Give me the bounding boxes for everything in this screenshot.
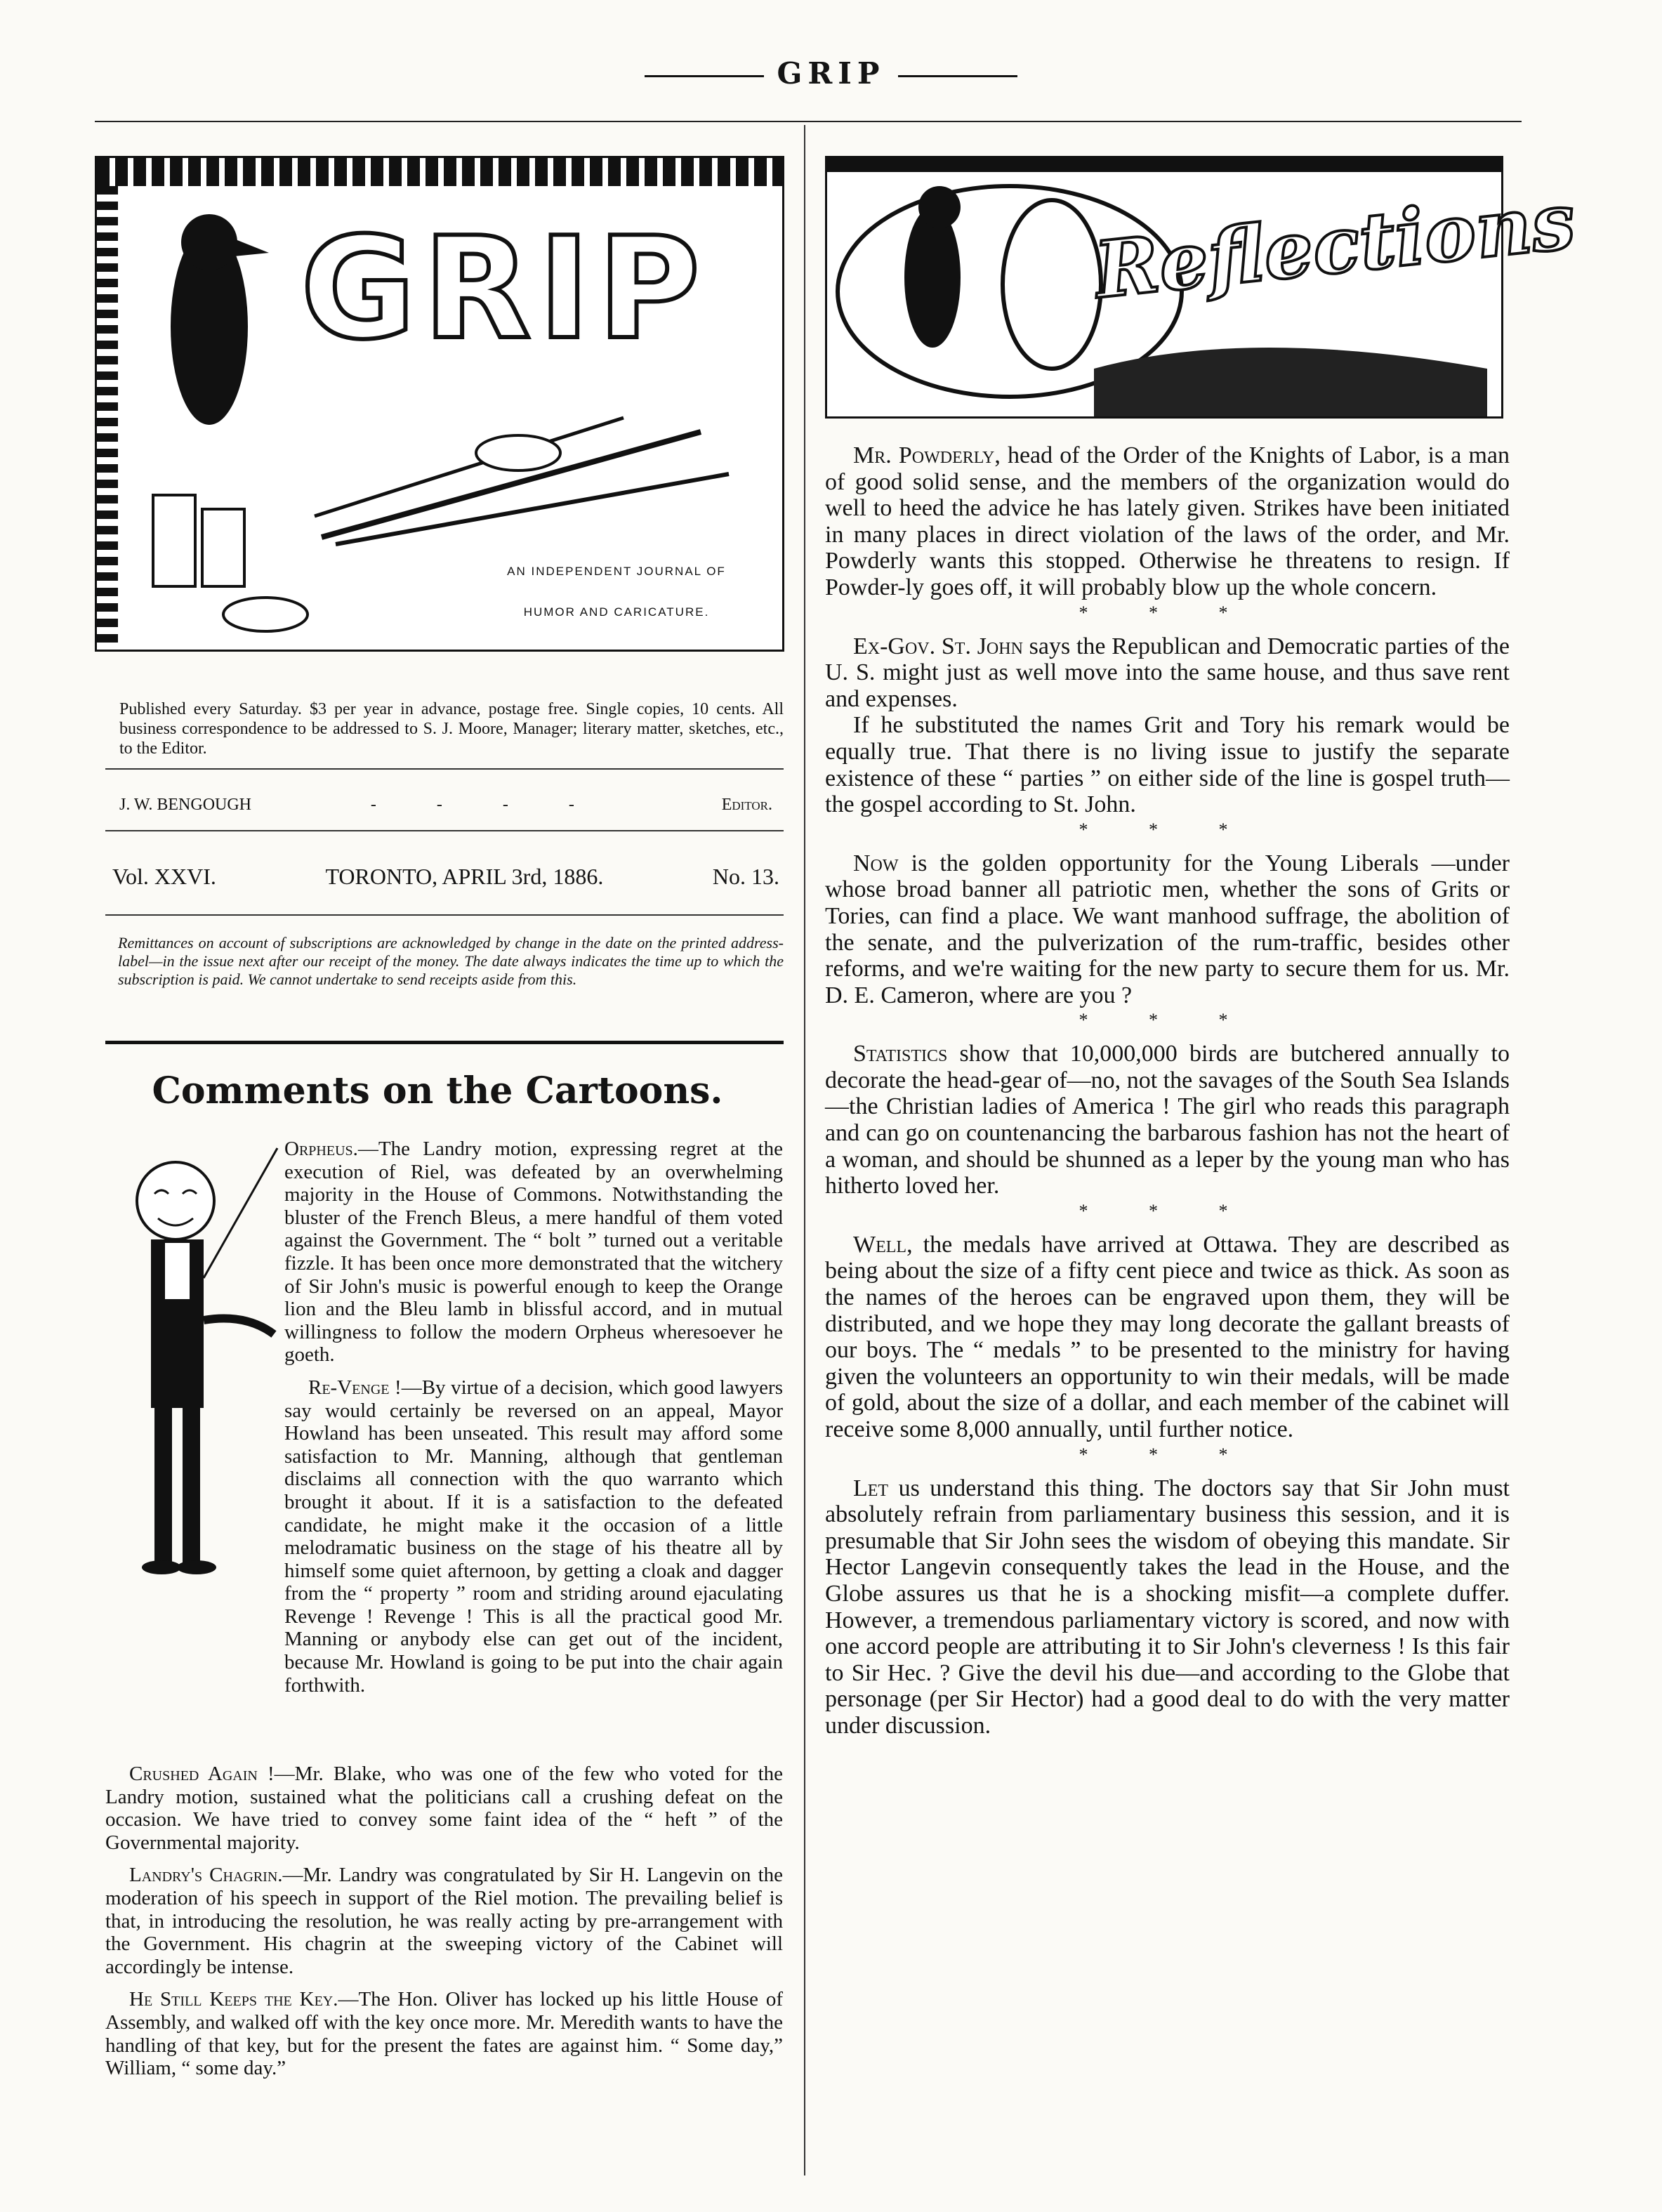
issue-line — [112, 864, 779, 890]
thick-divider — [105, 1041, 784, 1044]
pens-brushes-icon — [308, 411, 743, 551]
reflection-paragraph: Ex-Gov. St. John says the Republican and Democratic parties of the U. S. might just as well move into the same house, and thus save rent and expenses. — [825, 633, 1510, 712]
reflection-paragraph: Let us understand this thing. The doctors say that Sir John must absolutely refrain from parliamentary business this session, and it is presumable that Sir John sees the wisdom of obeying this mandate. Sir Hector Langevin consequently takes the lead in the House, and the Globe assures us that he is a shocking misfit—a complete duffer. However, a tremendous parliamentary victory is scored, and now with one accord people are attributing it to Sir John's cleverness ! Is this fair to Sir Hec. ? Give the devil his due—and according to the Globe that personage (per Sir Hector) had a good deal to do with the very matter under discussion. — [825, 1475, 1510, 1739]
reflection-paragraph: Mr. Powderly, head of the Order of the Knights of Labor, is a man of good solid sense, and the members of the organization would do well to heed the advice he has lately given. Strikes have been initiated in many places in direct violation of the laws of the order, and Mr. Powderly wants this stopped. Otherwise he threatens to resign. If Powder-ly goes off, it will probably blow up the whole concern. — [825, 442, 1510, 600]
orpheus-caricature-icon — [105, 1138, 281, 1587]
column-rule — [804, 125, 805, 2175]
editor-title: Editor. — [721, 796, 772, 814]
masthead-title: GRIP — [301, 207, 708, 371]
separator: * * * — [1079, 1010, 1256, 1031]
separator: * * * — [1079, 1200, 1256, 1221]
reflection-paragraph: Well, the medals have arrived at Ottawa. They are described as being about the size of a fifty cent piece and twice as thick. As soon as the names of the heroes can be engraved upon them, they will be distributed, and we hope they may long decorate the gallant breasts of our boys. The “ medals ” to be presented to the ministry for having given the volunteers an opportunity to win their medals, will be made of gold, about the size of a dollar, and each member of the cabinet will receive some 8,000 annually, until further notice. — [825, 1231, 1510, 1442]
masthead-tagline: AN INDEPENDENT JOURNAL OF HUMOR AND CARICATURE. — [507, 565, 726, 619]
dateline: TORONTO, APRIL 3rd, 1886. — [325, 864, 604, 889]
separator: * * * — [1079, 1444, 1256, 1465]
divider — [105, 914, 784, 916]
separator: * * * — [1079, 819, 1256, 840]
reflection-paragraph: Statistics show that 10,000,000 birds are butchered annually to decorate the head-gear of—no, not the savages of the South Sea Islands—the Christian ladies of America ! The girl who reads this paragraph and can go on countenancing the barbarous fashion has not the heart of a woman, and should be shunned as a leper by the young man who has hitherto loved her. — [825, 1041, 1510, 1199]
reflections-column — [825, 442, 1510, 1739]
reflection-paragraph: If he substituted the names Grit and Tory his remark would be equally true. That there is no living issue to justify the separate existence of these “ parties ” on either side of the line is gospel truth—the gospel according to St. John. — [825, 712, 1510, 818]
reflection-paragraph: Now is the golden opportunity for the Young Liberals —under whose broad banner all patriotic men, whether the sons of Grits or Tories, can find a place. We want manhood suffrage, the abolition of the senate, and the pulverization of the rum-traffic, besides other reforms, and we're waiting for the new party to secure them for us. Mr. D. E. Cameron, where are you ? — [825, 850, 1510, 1008]
editor-line — [119, 796, 772, 815]
publishing-info: Published every Saturday. $3 per year in advance, postage free. Single copies, 10 cents. All business correspondence to be addressed to S. J. Moore, Manager; literary matter, sketches, etc., to the Editor. — [119, 700, 784, 758]
remittance-note: Remittances on account of subscriptions are acknowledged by change in the date on the printed address-label—in the issue next after our receipt of the money. The date always indicates the time up to which the subscription is paid. We cannot undertake to send receipts aside from this. — [118, 934, 784, 988]
reflections-title: Reflections — [1090, 175, 1580, 316]
running-head: GRIP — [0, 56, 1662, 91]
comment-orpheus: Orpheus.—The Landry motion, expressing regret at the execution of Riel, was defeated by an overwhelming majority in the House of Commons. Notwithstanding the bluster of the French Bleus, a mere handful of them voted against the Government. The “ bolt ” turned out a veritable fizzle. It has been once more demonstrated that the witchery of Sir John's music is powerful enough to keep the Orange lion and the Bleu lamb in blissful accord, and in mutual willingness to follow the modern Orpheus wheresoever he goeth. Re-Venge !—By virtue of a decision, which good lawyers say would certainly be reversed on an appeal, Mayor Howland has been unseated. This result may afford some satisfaction to Mr. Manning, although that gentleman disclaims all connection with the quo warranto which brought it about. If it is a satisfaction to the defeated candidate, he might make it the occasion of a little melodramatic business on the stage of his theatre all by himself some quiet afternoon, by getting a cloak and dagger from the “ property ” room and striding around ejaculating Revenge ! Revenge ! This is all the practical good Mr. Manning or anybody else can get out of the incident, because Mr. Howland is going to be put into the chair again forthwith. — [284, 1138, 783, 1697]
issue-number: No. 13. — [712, 864, 779, 889]
volume-label: Vol. XXVI. — [112, 864, 216, 889]
comment-list: Crushed Again !—Mr. Blake, who was one of the few who voted for the Landry motion, sustained what the politicians call a crushing defeat on the occasion. We have tried to convey some faint idea of the “ heft ” of the Governmental majority. Landry's Chagrin.—Mr. Landry was congratulated by Sir H. Langevin on the moderation of his speech in support of the Riel motion. The prevailing belief is that, in introducing the resolution, he was really acting by pre-arrangement with the Government. His chagrin at the sweeping victory of the Cabinet will accordingly be intense. He Still Keeps the Key.—The Hon. Oliver has locked up his little House of Assembly, and walked off with the key once more. Mr. Meredith wants to have the handling of that key, but for the present the fates are against him. “ Some day,” William, “ some day.” — [105, 1763, 784, 2080]
separator: * * * — [1079, 602, 1256, 623]
crow-icon — [125, 200, 308, 636]
editor-dots: - - - - — [370, 796, 602, 814]
divider — [105, 768, 784, 770]
reflections-illustration — [825, 156, 1580, 419]
section-heading: Comments on the Cartoons. — [152, 1069, 723, 1112]
masthead-illustration — [95, 156, 784, 652]
editor-name: J. W. BENGOUGH — [119, 796, 252, 814]
top-rule — [95, 121, 1522, 122]
divider — [105, 830, 784, 831]
